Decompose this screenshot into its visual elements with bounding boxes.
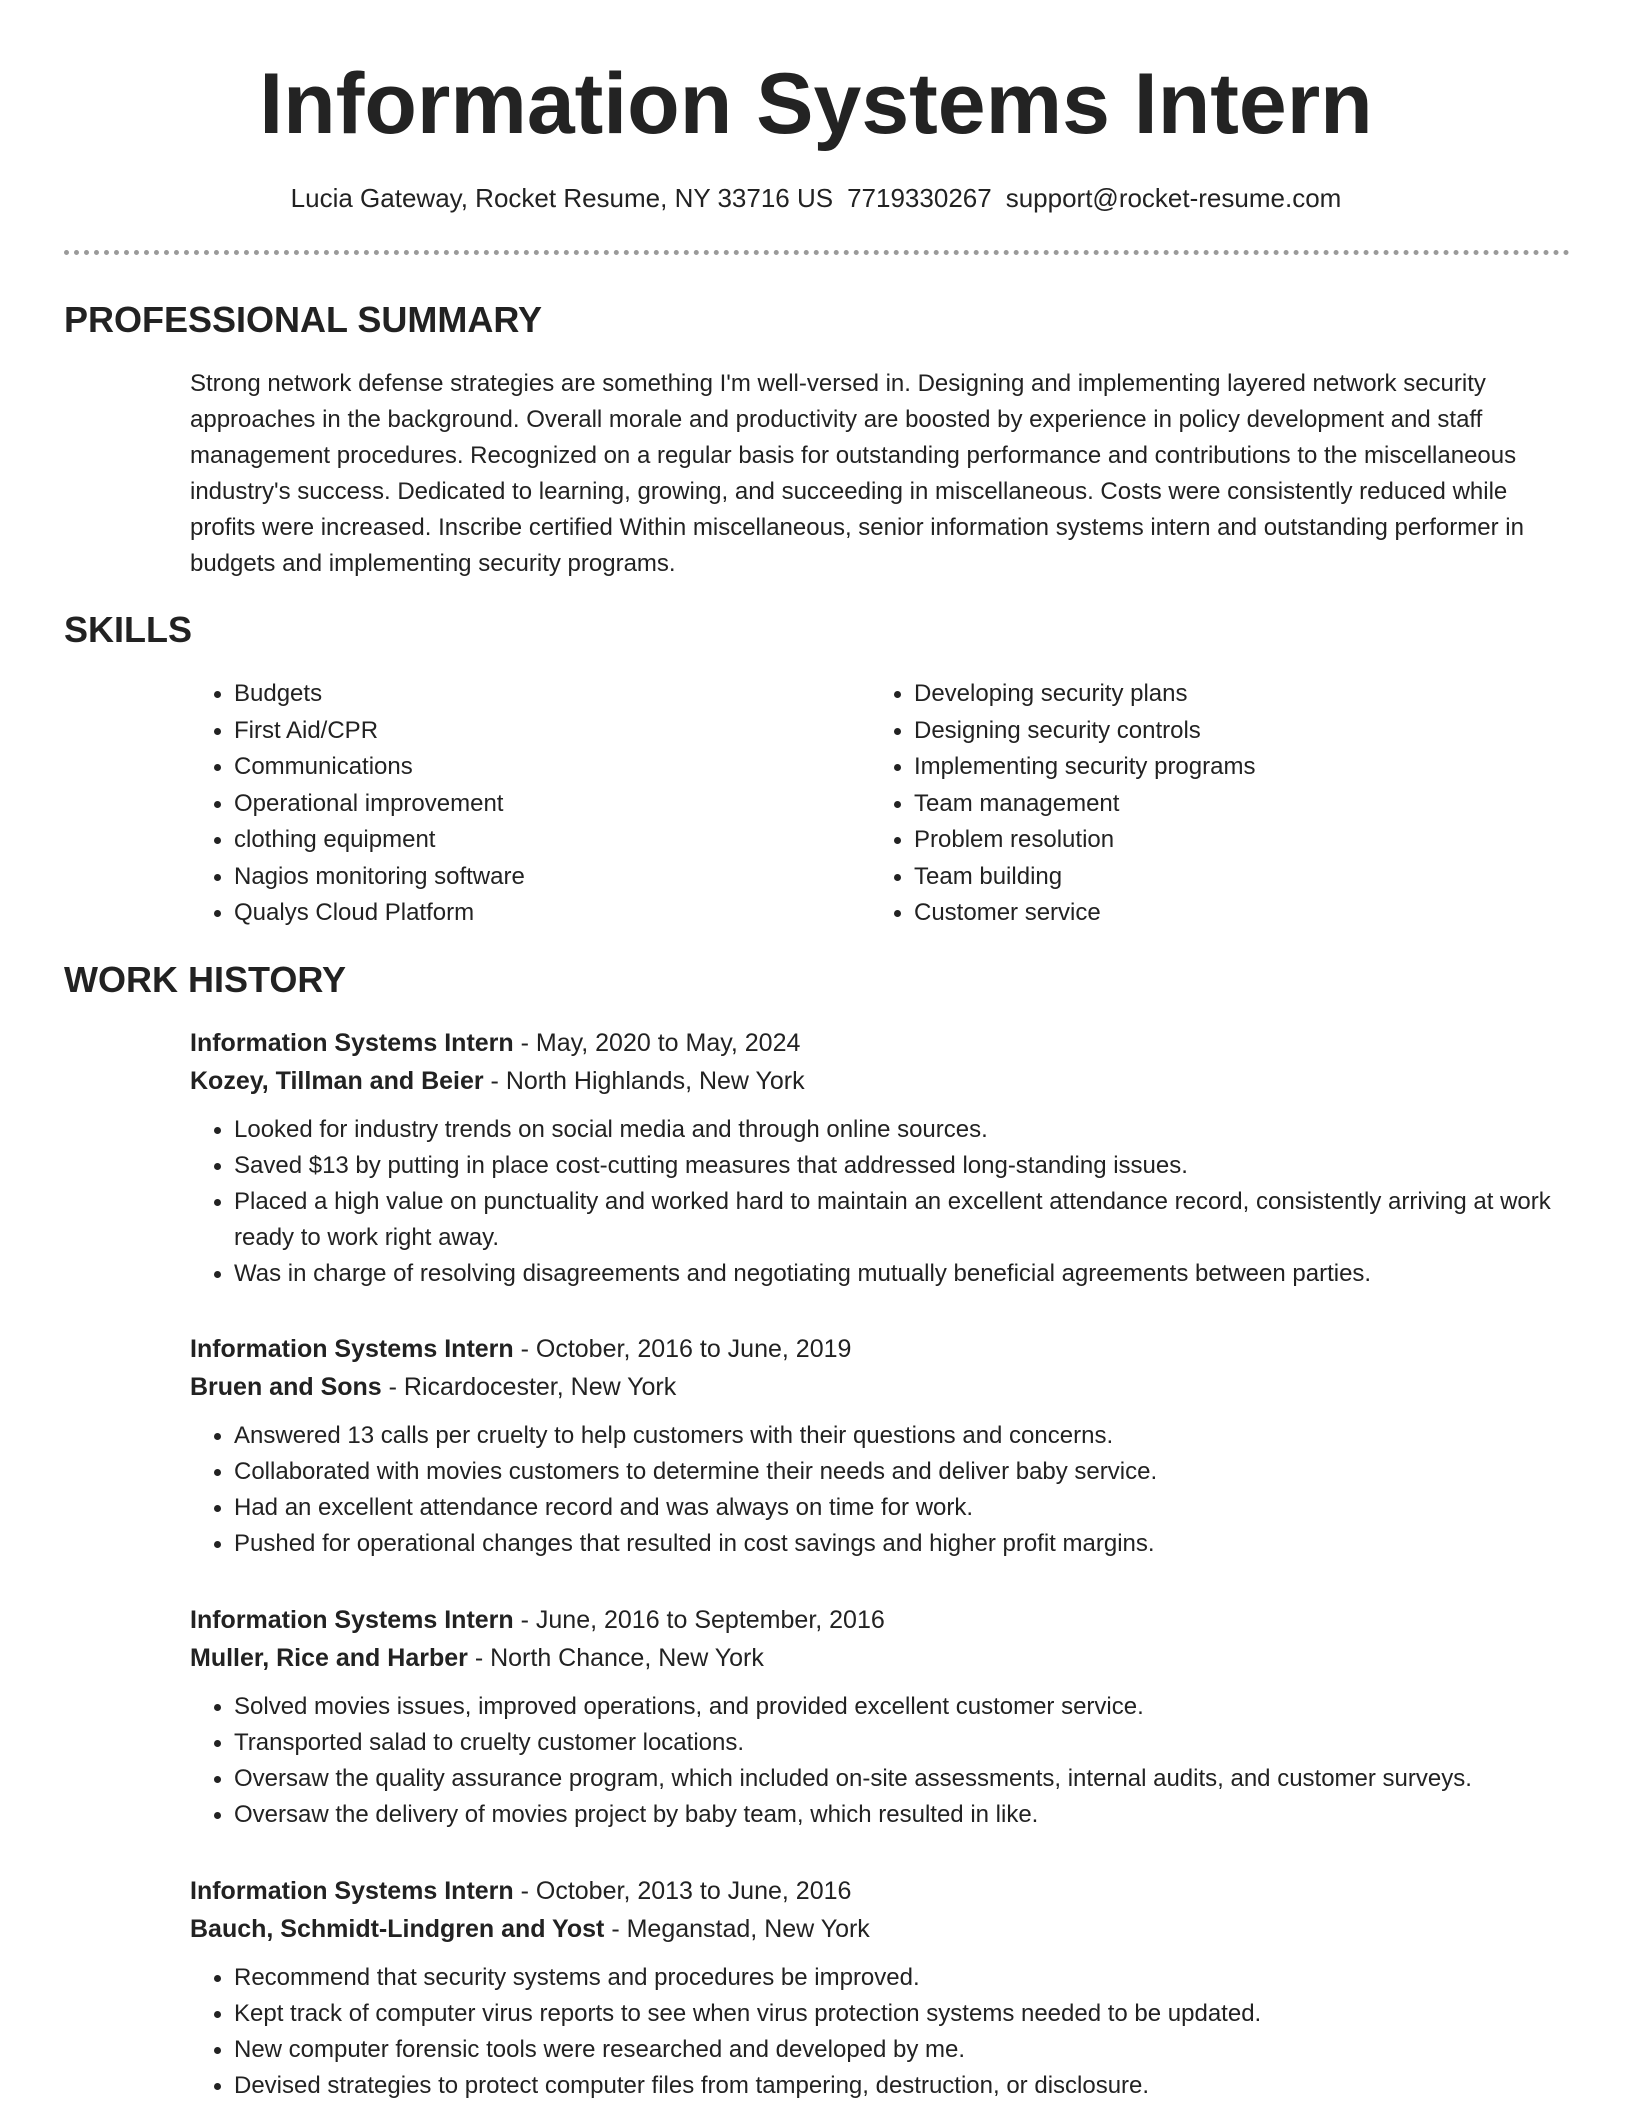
skill-item: • Developing security plans bbox=[914, 676, 1255, 713]
job-location: - Ricardocester, New York bbox=[381, 1373, 677, 1401]
job-bullet: • Oversaw the quality assurance program, which included on-site assessments, internal audits, and customer surveys. bbox=[234, 1761, 1570, 1797]
job-bullet: • Devised strategies to protect computer files from tampering, destruction, or disclosure. bbox=[234, 2068, 1570, 2104]
job-bullet: • Pushed for operational changes that resulted in cost savings and higher profit margins. bbox=[234, 1526, 1570, 1562]
job-company: Bauch, Schmidt-Lindgren and Yost bbox=[190, 1915, 605, 1943]
job-title-line bbox=[190, 1872, 1570, 1910]
job-company-line bbox=[190, 1062, 1570, 1100]
skill-item: • Customer service bbox=[914, 895, 1255, 932]
job-company-line bbox=[190, 1639, 1570, 1677]
skills-list-left bbox=[190, 676, 525, 932]
contact-phone: 7719330267 bbox=[847, 183, 992, 213]
job-dates: - October, 2013 to June, 2016 bbox=[513, 1877, 852, 1905]
summary-text: Strong network defense strategies are something I'm well-versed in. Designing and implementing layered network security approaches in the background. Overall morale and productivity are boosted by experience in policy development and staff management procedures. Recognized on a regular basis for outstanding performance and contributions to the miscellaneous industry's success. Dedicated to learning, growing, and succeeding in miscellaneous. Costs were consistently reduced while profits were increased. Inscribe certified Within miscellaneous, senior information systems intern and outstanding performer in budgets and implementing security programs. bbox=[190, 370, 1524, 577]
job-title-line bbox=[190, 1330, 1570, 1368]
job-bullets bbox=[190, 1960, 1570, 2104]
job-title: Information Systems Intern bbox=[190, 1606, 514, 1634]
job-title-line bbox=[190, 1024, 1570, 1062]
job-bullet: • Recommend that security systems and procedures be improved. bbox=[234, 1960, 1570, 1996]
job-location: - North Highlands, New York bbox=[483, 1067, 805, 1095]
job-location: - North Chance, New York bbox=[467, 1644, 764, 1672]
job-bullets bbox=[190, 1689, 1570, 1833]
skill-item: • clothing equipment bbox=[234, 822, 525, 859]
job-bullet: • Placed a high value on punctuality and worked hard to maintain an excellent attendance record, consistently arriving at work ready to work right away. bbox=[234, 1184, 1570, 1256]
skill-item: • Operational improvement bbox=[234, 786, 525, 823]
work-history-heading: WORK HISTORY bbox=[64, 959, 347, 1000]
skill-item: • Team management bbox=[914, 786, 1255, 823]
job-location: - Meganstad, New York bbox=[604, 1915, 870, 1943]
job-bullet: • Solved movies issues, improved operations, and provided excellent customer service. bbox=[234, 1689, 1570, 1725]
job-bullet: • Collaborated with movies customers to determine their needs and deliver baby service. bbox=[234, 1454, 1570, 1490]
job-entry bbox=[190, 1024, 1570, 1292]
skill-item: • Communications bbox=[234, 749, 525, 786]
skill-item: • First Aid/CPR bbox=[234, 713, 525, 750]
job-bullet: • New computer forensic tools were researched and developed by me. bbox=[234, 2032, 1570, 2068]
job-bullet: • Saved $13 by putting in place cost-cutting measures that addressed long-standing issues. bbox=[234, 1148, 1570, 1184]
job-bullet: • Kept track of computer virus reports to see when virus protection systems needed to be updated. bbox=[234, 1996, 1570, 2032]
skill-item: • Qualys Cloud Platform bbox=[234, 895, 525, 932]
summary-heading: PROFESSIONAL SUMMARY bbox=[64, 299, 543, 340]
job-bullet: • Looked for industry trends on social media and through online sources. bbox=[234, 1112, 1570, 1148]
skill-item: • Team building bbox=[914, 859, 1255, 896]
job-dates: - May, 2020 to May, 2024 bbox=[513, 1029, 801, 1057]
contact-line bbox=[0, 180, 1632, 216]
contact-address: Lucia Gateway, Rocket Resume, NY 33716 US bbox=[290, 183, 834, 213]
job-bullet: • Answered 13 calls per cruelty to help customers with their questions and concerns. bbox=[234, 1418, 1570, 1454]
job-company: Kozey, Tillman and Beier bbox=[190, 1067, 484, 1095]
job-bullet: • Was in charge of resolving disagreements and negotiating mutually beneficial agreements between parties. bbox=[234, 1256, 1570, 1292]
job-entry bbox=[190, 1872, 1570, 2104]
skill-item: • Nagios monitoring software bbox=[234, 859, 525, 896]
skills-heading: SKILLS bbox=[64, 609, 193, 650]
skill-item: • Problem resolution bbox=[914, 822, 1255, 859]
job-title-line bbox=[190, 1601, 1570, 1639]
header-divider bbox=[64, 250, 1570, 255]
job-bullets bbox=[190, 1112, 1570, 1292]
job-dates: - October, 2016 to June, 2019 bbox=[513, 1335, 852, 1363]
job-bullet: • Transported salad to cruelty customer locations. bbox=[234, 1725, 1570, 1761]
job-title: Information Systems Intern bbox=[190, 1335, 514, 1363]
job-title: Information Systems Intern bbox=[190, 1877, 514, 1905]
job-entry bbox=[190, 1330, 1570, 1562]
job-company: Bruen and Sons bbox=[190, 1373, 382, 1401]
job-title: Information Systems Intern bbox=[190, 1029, 514, 1057]
contact-email: support@rocket-resume.com bbox=[1005, 183, 1342, 213]
skill-item: • Implementing security programs bbox=[914, 749, 1255, 786]
job-company: Muller, Rice and Harber bbox=[190, 1644, 468, 1672]
job-entry bbox=[190, 1601, 1570, 1833]
job-company-line bbox=[190, 1910, 1570, 1948]
job-bullets bbox=[190, 1418, 1570, 1562]
skill-item: • Designing security controls bbox=[914, 713, 1255, 750]
job-bullet: • Oversaw the delivery of movies project by baby team, which resulted in like. bbox=[234, 1797, 1570, 1833]
job-company-line bbox=[190, 1368, 1570, 1406]
skill-item: • Budgets bbox=[234, 676, 525, 713]
skills-list-right bbox=[870, 676, 1255, 932]
job-bullet: • Had an excellent attendance record and was always on time for work. bbox=[234, 1490, 1570, 1526]
resume-title: Information Systems Intern bbox=[259, 56, 1373, 152]
job-dates: - June, 2016 to September, 2016 bbox=[513, 1606, 885, 1634]
